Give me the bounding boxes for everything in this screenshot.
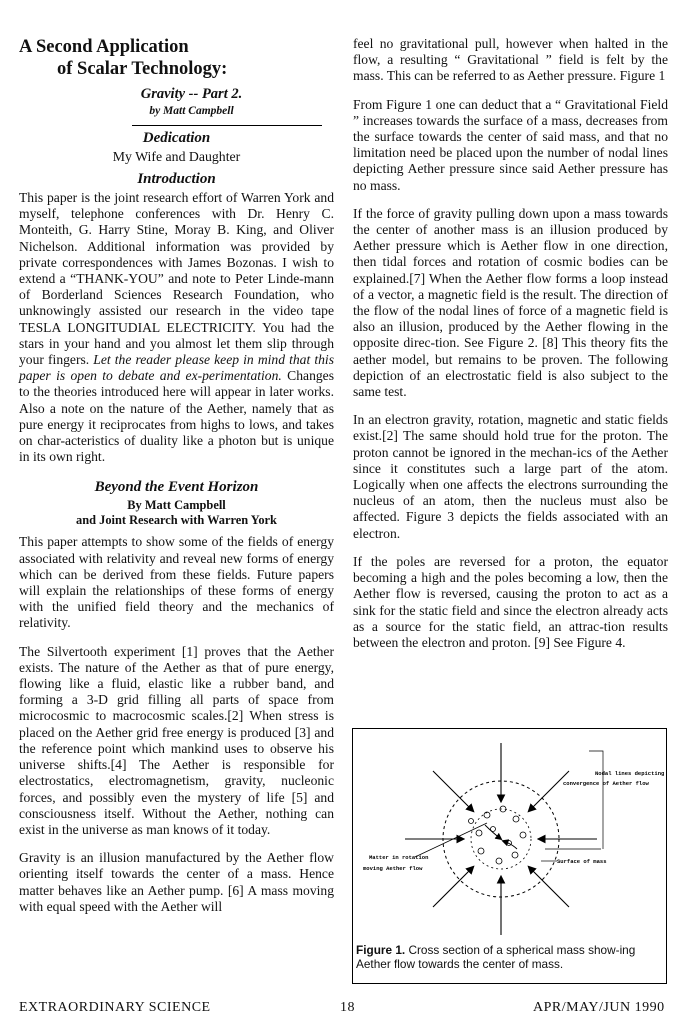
right-column xyxy=(353,36,668,663)
introduction-heading: Introduction xyxy=(137,171,216,187)
caption-text: Cross section of a spherical mass show-ing Aether flow towards the center of mass. xyxy=(356,943,636,971)
intro-text-italic: Let the reader please keep in mind that this paper is open to debate and ex-perimentation. xyxy=(19,352,334,384)
label-surface: Surface of mass xyxy=(557,858,607,865)
introduction-paragraph xyxy=(19,190,334,465)
label-nodal-2: convergence of Aether flow xyxy=(563,780,649,787)
label-matter-1: Matter in rotation xyxy=(369,854,429,861)
title-divider xyxy=(132,125,322,126)
event-horizon-byline-1: By Matt Campbell xyxy=(127,498,226,513)
body-paragraph: In an electron gravity, rotation, magnetic and static fields exist.[2] The same should hold true for the proton. The proton cannot be ignored in the mechan-ics of the Aether since it constitutes such a large part of the atom. Logically when one affects the electrons surrounding the nucleus of an atom, then the nucleus must also be affected. Figure 3 depicts the fields associated with an electron. xyxy=(353,412,668,541)
article-subtitle: Gravity -- Part 2. xyxy=(140,86,243,102)
left-column xyxy=(19,36,334,927)
footer-publication: EXTRAORDINARY SCIENCE xyxy=(19,1000,211,1015)
figure-1 xyxy=(352,728,667,984)
dedication-text: My Wife and Daughter xyxy=(112,149,241,164)
footer-issue: APR/MAY/JUN 1990 xyxy=(533,1000,665,1015)
footer-page-number: 18 xyxy=(340,1000,355,1015)
label-nodal-1: Nodal lines depicting xyxy=(595,770,665,777)
body-paragraph: feel no gravitational pull, however when halted in the flow, a resulting “ Gravitational ” field is felt by the mass. This can be referred to as Aether pressure. Figure 1 xyxy=(353,36,668,84)
event-horizon-byline-2: and Joint Research with Warren York xyxy=(76,513,277,528)
figure-caption xyxy=(356,943,661,971)
body-paragraph: This paper attempts to show some of the fields of energy associated with relativity and reveal new forms of energy which can be derived from these fields. Future papers will explain the relationships of these forms of energy with the unified field theory and the mechanics of relativity. xyxy=(19,534,334,631)
body-paragraph: The Silvertooth experiment [1] proves that the Aether exists. The nature of the Aether as that of pure energy, flowing like a fluid, elastic like a rubber band, and forming a 3-D grid filling all parts of space from microcosmic to macrocosmic scales.[2] When stress is placed on the Aether grid free energy is produced [3] and the reference point which mankind uses to observe his universe shifts.[4] The Aether is responsible for electrostatics, electromagnetism, gravity, nucleonic forces, and possibly even the mystery of life [5] and consciousness itself. Without the Aether, nothing can exist in the universe as man knows of it today. xyxy=(19,643,334,837)
body-paragraph: Gravity is an illusion manufactured by the Aether flow orienting itself towards the center of a mass. Hence matter behaves like an Aether pump. [6] A mass moving with equal speed with the Aether will xyxy=(19,850,334,914)
article-title xyxy=(19,36,334,80)
title-line-1: A Second Application xyxy=(19,37,189,57)
intro-text-b: Changes to the theories introduced here will appear in later works. Also a note on the nature of the Aether, namely that as pure energy it reciprocates from highs to lows, and takes on char-acteristics of duality like a photon but is unique in its own right. xyxy=(19,368,334,465)
article-byline: by Matt Campbell xyxy=(149,105,234,117)
event-horizon-heading: Beyond the Event Horizon xyxy=(94,479,259,496)
title-line-2: of Scalar Technology: xyxy=(57,59,228,79)
body-paragraph: If the poles are reversed for a proton, the equator becoming a high and the poles becoming a low, then the Aether flow is reversed, causing the proton to act as a sink for the static field and since the electron already acts as a source for the static field, an attrac-tion results between the electron and proton. [9] See Figure 4. xyxy=(353,553,668,650)
intro-text-a: This paper is the joint research effort of Warren York and myself, telephone conferences with Dr. Henry C. Monteith, G. Harry Stine, Moray B. King, and Oliver Nichelson. Additional information was provided by private correspondences with James Bozonas. I wish to extend a “THANK-YOU” and note to Peter Linde-mann of Borderland Sciences Research Foundation, who unknowingly assisted our research in the video tape TESLA LONGITUDIAL ELECTRICITY. You had the stars in your hand and you almost let them slip through your fingers. xyxy=(19,190,334,368)
body-paragraph: From Figure 1 one can deduct that a “ Gravitational Field ” increases towards the surface of a mass, decreases from the surface towards the center of said mass, and that no limitation need be placed upon the number of nodal lines depicting Aether pressure since said Aether pressure has no mass. xyxy=(353,96,668,193)
body-paragraph: If the force of gravity pulling down upon a mass towards the center of another mass is an illusion produced by Aether pressure which is Aether flow in one direction, then tidal forces and rotation of cosmic bodies can be explained.[7] When the Aether flow forms a loop instead of a vector, a magnetic field is the result. The direction of the flow of the nodal lines of force of a magnetic field is also an illusion, produced by the Aether flowing in the opposite direc-tion. See Figure 2. [8] This theory fits the aether model, but remains to be proven. The following depiction of an electrostatic field is also subject to the same test. xyxy=(353,205,668,400)
label-matter-2: moving Aether flow xyxy=(363,865,423,872)
dedication-heading: Dedication xyxy=(142,130,211,146)
matter-particles xyxy=(469,806,527,864)
caption-label: Figure 1. xyxy=(356,943,406,957)
aether-flow-diagram xyxy=(353,729,666,941)
